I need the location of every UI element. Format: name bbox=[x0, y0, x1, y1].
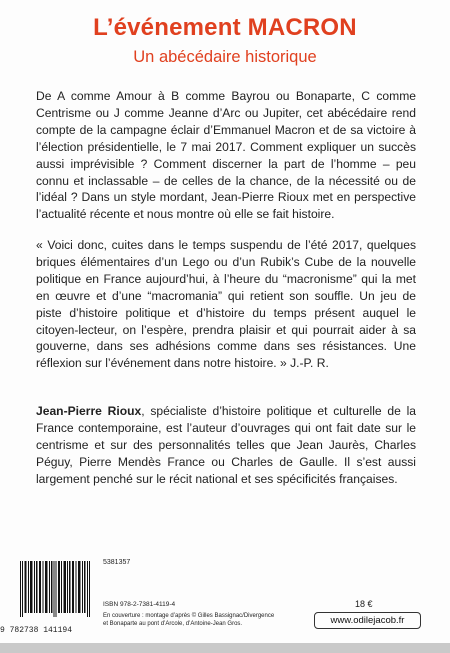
author-name: Jean-Pierre Rioux bbox=[36, 404, 142, 418]
quote-paragraph: « Voici donc, cuites dans le temps suspendu de l’été 2017, quelques briques élémentaires d’un Lego ou d’un Rubik’s Cube de la nouvelle politique en France aujourd’hui, à l’heure du “macronisme” qui la met en œuvre et d’une “macromania” qui retient son souffle. Un jeu de piste d’histoire politique et d’histoire du temps présent auquel le citoyen-lecteur, on l’espère, prendra plaisir et qui pourrait aider à sa gouverne, dans ses adhésions comme dans ses résistances. Une réflexion sur l’événement dans notre histoire. » J.-P. R. bbox=[36, 238, 416, 371]
barcode-icon bbox=[20, 561, 90, 617]
book-title: L’événement MACRON bbox=[93, 14, 357, 41]
bottom-strip bbox=[0, 643, 450, 653]
author-bio-paragraph bbox=[36, 403, 416, 488]
barcode-digits: 9 782738 141194 bbox=[0, 626, 73, 635]
product-code: 5381357 bbox=[103, 559, 131, 566]
author-bio-text: , spécialiste d’histoire politique et culturelle de la France contemporaine, est l’auteur d’ouvrages qui ont fait date sur le centrisme et sur des personnalités telles que Jean Jaurès, Charles Péguy, Pierre Mendès France ou Charles de Gaulle. Il s’est aussi largement penché sur le récit national et ses spécificités françaises. bbox=[36, 404, 416, 486]
cover-credit-line-2: et Bonaparte au pont d’Arcole, d’Antoine-Jean Gros. bbox=[103, 621, 243, 627]
isbn: ISBN 978-2-7381-4119-4 bbox=[103, 601, 176, 608]
cover-credit-line-1: En couverture : montage d’après © Gilles Bassignac/Divergence bbox=[103, 613, 275, 619]
publisher-website[interactable]: www.odilejacob.fr bbox=[314, 612, 421, 629]
summary-paragraph: De A comme Amour à B comme Bayrou ou Bonaparte, C comme Centrisme ou J comme Jeanne d’Arc ou Jupiter, cet abécédaire rend compte de la campagne éclair d’Emmanuel Macron et de sa victoire à l’élection présidentielle, le 7 mai 2017. Comment expliquer un succès aussi imprévisible ? Comment discerner la part de l’homme – peu connu et inclassable – de celles de la chance, de la nécessité ou de l’idéal ? Dans un style mordant, Jean-Pierre Rioux met en perspective l’actualité récente et nous montre où elle se fait histoire. bbox=[36, 89, 416, 222]
book-subtitle: Un abécédaire historique bbox=[133, 48, 317, 66]
price: 18 € bbox=[355, 599, 373, 609]
barcode bbox=[20, 551, 90, 623]
